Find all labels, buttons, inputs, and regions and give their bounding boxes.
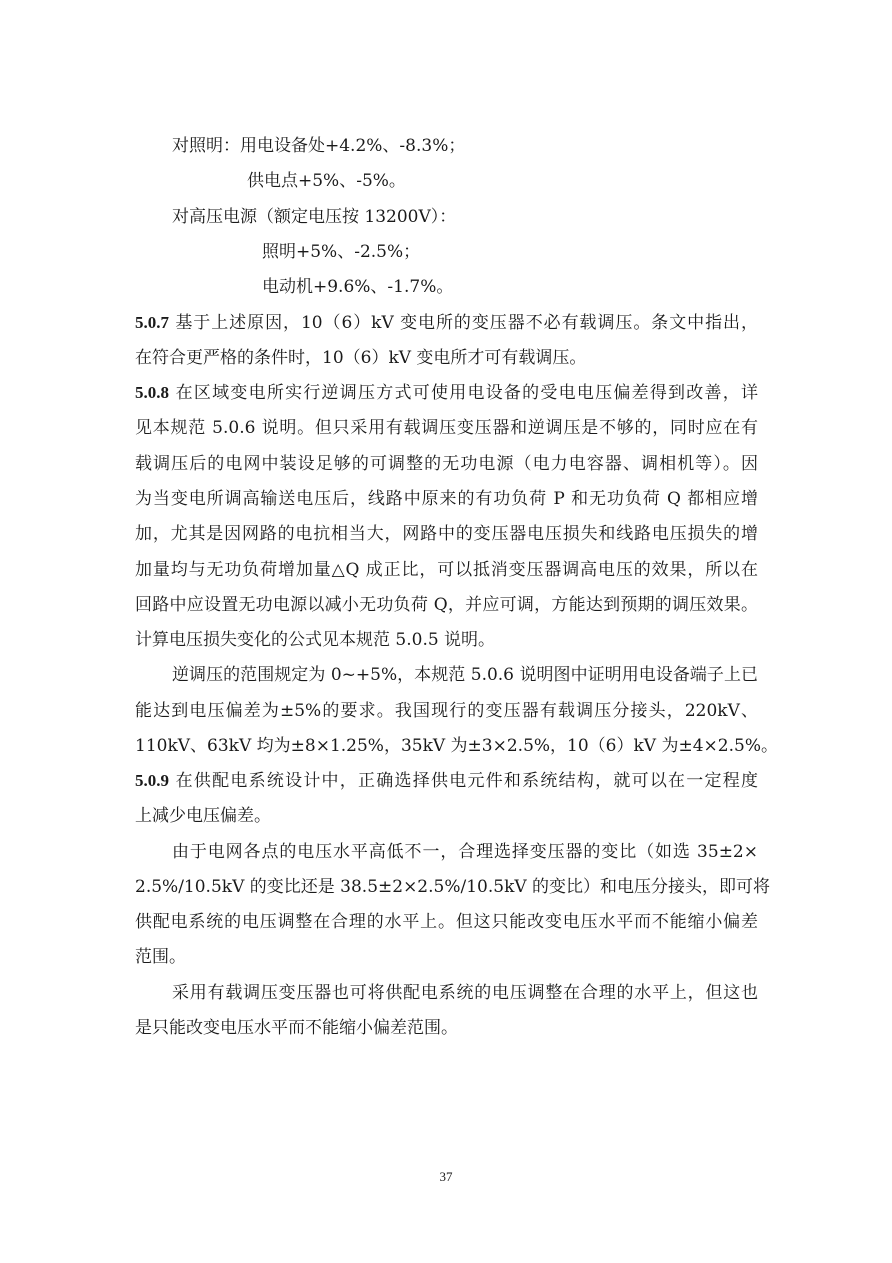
section-number: 5.0.7: [135, 313, 169, 332]
text-line: 对照明：用电设备处+4.2%、-8.3%；: [172, 136, 466, 156]
text-line: 由于电网各点的电压水平高低不一，合理选择变压器的变比（如选 35±2×: [172, 842, 758, 862]
section-number: 5.0.8: [135, 383, 169, 402]
text-line: 回路中应设置无功电源以减小无功负荷 Q，并应可调，方能达到预期的调压效果。: [135, 595, 758, 615]
text-line: 范围。: [135, 947, 186, 967]
text-line: 上减少电压偏差。: [135, 806, 271, 826]
section-5-0-8-line: [135, 381, 758, 405]
text-line: 照明+5%、-2.5%；: [262, 242, 421, 262]
text-span: 在区域变电所实行逆调压方式可使用电设备的受电电压偏差得到改善，详: [175, 383, 759, 403]
text-line: 电动机+9.6%、-1.7%。: [262, 277, 454, 297]
text-line: 对高压电源（额定电压按 13200V）：: [172, 207, 457, 227]
text-line: 为当变电所调高输送电压后，线路中原来的有功负荷 P 和无功负荷 Q 都相应增: [135, 489, 758, 509]
text-line: 载调压后的电网中装设足够的可调整的无功电源（电力电容器、调相机等）。因: [135, 454, 758, 474]
text-line: 逆调压的范围规定为 0~+5%，本规范 5.0.6 说明图中证明用电设备端子上已: [172, 665, 758, 685]
text-line: 加量均与无功负荷增加量△Q 成正比，可以抵消变压器调高电压的效果，所以在: [135, 560, 758, 580]
section-5-0-9-line: [135, 769, 758, 793]
text-line: 是只能改变电压水平而不能缩小偏差范围。: [135, 1018, 458, 1038]
page-number: 37: [439, 1169, 453, 1184]
text-line: 2.5%/10.5kV 的变比还是 38.5±2×2.5%/10.5kV 的变比）和电压分接头，即可将: [135, 877, 771, 897]
section-number: 5.0.9: [135, 771, 169, 790]
text-line: 在符合更严格的条件时，10（6）kV 变电所才可有载调压。: [135, 348, 587, 368]
text-line: 采用有载调压变压器也可将供配电系统的电压调整在合理的水平上，但这也: [172, 983, 758, 1003]
text-span: 在供配电系统设计中，正确选择供电元件和系统结构，就可以在一定程度: [175, 771, 759, 791]
text-line: 供配电系统的电压调整在合理的水平上。但这只能改变电压水平而不能缩小偏差: [135, 912, 758, 932]
text-line: 供电点+5%、-5%。: [247, 171, 406, 191]
section-5-0-7-line: [135, 311, 758, 335]
text-span: 基于上述原因，10（6）kV 变电所的变压器不必有载调压。条文中指出，: [175, 313, 759, 333]
text-line: 见本规范 5.0.6 说明。但只采用有载调压变压器和逆调压是不够的，同时应在有: [135, 418, 758, 438]
text-line: 能达到电压偏差为±5%的要求。我国现行的变压器有载调压分接头，220kV、: [135, 701, 758, 721]
text-line: 110kV、63kV 均为±8×1.25%，35kV 为±3×2.5%，10（6）kV 为±4×2.5%。: [135, 736, 778, 756]
text-line: 计算电压损失变化的公式见本规范 5.0.5 说明。: [135, 630, 496, 650]
text-line: 加，尤其是因网路的电抗相当大，网路中的变压器电压损失和线路电压损失的增: [135, 524, 758, 544]
